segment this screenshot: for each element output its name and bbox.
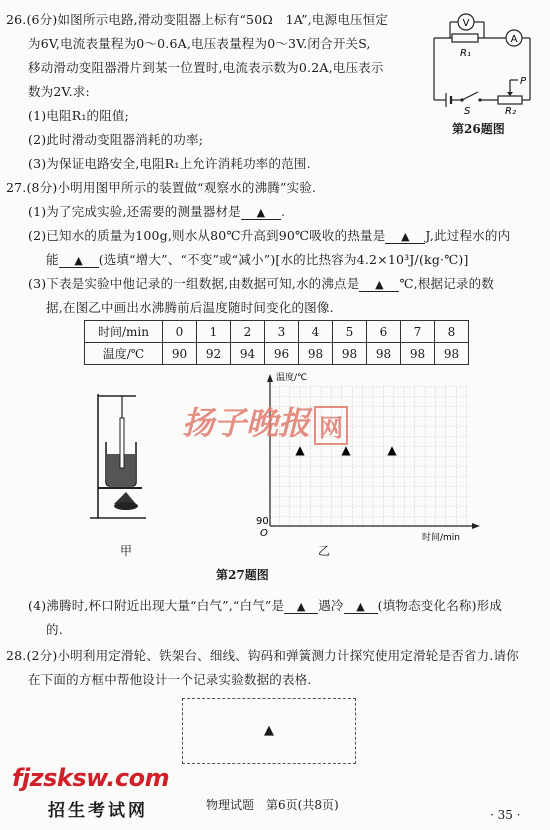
data-table (84, 320, 469, 365)
voltmeter-label: V (462, 18, 470, 29)
q26-line2: 为6V,电流表量程为0～0.6A,电压表量程为0～3V.闭合开关S, (28, 36, 371, 51)
graph-xlabel: 时间/min (422, 533, 461, 543)
fig-a-label: 甲 (120, 544, 133, 558)
answer-blank (284, 598, 318, 614)
q27-line1: 27.(8分)小明用图甲所示的装置做“观察水的沸腾”实验. (6, 180, 317, 195)
q26-sub1: (1)电阻R₁的阻值; (28, 108, 130, 123)
q27-sub3-text: (3)下表是实验中他记录的一组数据,由数据可知,水的沸点是 (28, 276, 360, 291)
table-cell: 98 (435, 343, 469, 365)
table-cell: 98 (299, 343, 333, 365)
table-cell: 7 (401, 321, 435, 343)
q27-sub2 (28, 226, 510, 244)
watermark-text: 扬子晚报 (182, 404, 311, 442)
q27-sub3b: 据,在图乙中画出水沸腾前后温度随时间变化的图像. (46, 300, 334, 315)
table-cell: 90 (163, 343, 197, 365)
table-cell: 6 (367, 321, 401, 343)
q27-sub3 (28, 274, 494, 292)
table-header-time: 时间/min (85, 321, 163, 343)
temperature-graph (248, 366, 498, 546)
q27-sub4-mid: 遇冷 (318, 598, 344, 613)
triangle-marker: ▲ (341, 443, 351, 457)
table-cell: 96 (265, 343, 299, 365)
table-cell: 8 (435, 321, 469, 343)
q26-line3: 移动滑动变阻器滑片到某一位置时,电流表示数为0.2A,电压表示 (28, 60, 384, 75)
q27-sub1-text: (1)为了完成实验,还需要的测量器材是 (28, 204, 241, 219)
q27-sub2-mid: J,此过程水的内 (425, 228, 511, 243)
q27-sub4-text: (4)沸腾时,杯口附近出现大量“白气”,“白气”是 (28, 598, 285, 613)
q27-sub4b: 的. (46, 622, 63, 637)
triangle-marker: ▲ (264, 723, 274, 738)
graph-y-start: 90 (256, 516, 269, 527)
page-footer: 物理试题 第6页(共8页) (206, 798, 339, 812)
answer-blank (344, 598, 378, 614)
table-row-temp (85, 343, 469, 365)
q27-sub4-end: (填物态变化名称)形成 (377, 598, 503, 613)
watermark-badge: 网 (314, 406, 348, 445)
q28-line1: 28.(2分)小明利用定滑轮、铁架台、细线、钩码和弹簧测力计探究使用定滑轮是否省力.请你 (6, 648, 519, 663)
table-cell: 3 (265, 321, 299, 343)
q27-sub4 (28, 596, 502, 614)
circuit-diagram (420, 8, 540, 116)
table-cell: 98 (401, 343, 435, 365)
q26-line1: 26.(6分)如图所示电路,滑动变阻器上标有“50Ω 1A”,电源电压恒定 (6, 12, 389, 27)
switch-label: S (464, 106, 471, 116)
triangle-marker: ▲ (256, 206, 266, 219)
table-cell: 1 (197, 321, 231, 343)
table-cell: 92 (197, 343, 231, 365)
q27-sub2b-end: (选填“增大”、“不变”或“减小”)[水的比热容为4.2×10³J/(kg·℃)] (98, 252, 469, 267)
table-cell: 98 (333, 343, 367, 365)
site-logo-subtitle: 招生考试网 (48, 801, 148, 821)
answer-blank (241, 204, 281, 220)
triangle-marker: ▲ (296, 600, 306, 613)
slider-label: P (520, 76, 527, 87)
triangle-marker: ▲ (295, 443, 305, 457)
graph-origin: O (260, 528, 268, 539)
q26-sub3: (3)为保证电路安全,电阻R₁上允许消耗功率的范围. (28, 156, 311, 171)
q28-line2: 在下面的方框中帮他设计一个记录实验数据的表格. (28, 672, 312, 687)
triangle-marker: ▲ (74, 254, 84, 267)
q27-figure-caption: 第27题图 (216, 568, 269, 582)
triangle-marker: ▲ (387, 443, 397, 457)
q26-figure-caption: 第26题图 (452, 122, 505, 136)
site-logo: fjzsksw.com (12, 764, 170, 792)
q26-line4: 数为2V.求: (28, 84, 90, 99)
q27-sub3-end: ℃,根据记录的数 (399, 276, 495, 291)
q26-sub2: (2)此时滑动变阻器消耗的功率; (28, 132, 204, 147)
page-number: · 35 · (490, 808, 521, 822)
r2-label: R₂ (505, 106, 516, 116)
table-header-temp: 温度/℃ (85, 343, 163, 365)
q27-sub1 (28, 202, 285, 220)
table-row-time (85, 321, 469, 343)
fig-b-label: 乙 (318, 544, 331, 558)
table-cell: 94 (231, 343, 265, 365)
triangle-marker: ▲ (375, 278, 384, 291)
q27-sub1-end: . (280, 204, 286, 219)
r1-label: R₁ (460, 48, 471, 59)
boiling-apparatus-figure (86, 388, 166, 528)
table-cell: 98 (367, 343, 401, 365)
answer-blank (385, 228, 425, 244)
answer-blank (359, 276, 399, 292)
answer-blank (59, 252, 99, 268)
triangle-marker: ▲ (401, 230, 410, 243)
table-cell: 5 (333, 321, 367, 343)
q27-sub2b (46, 250, 469, 268)
q27-sub2b-text: 能 (46, 252, 59, 267)
table-cell: 0 (163, 321, 197, 343)
table-cell: 4 (299, 321, 333, 343)
triangle-marker: ▲ (356, 600, 365, 613)
ammeter-label: A (510, 34, 518, 45)
answer-box[interactable] (182, 698, 356, 764)
watermark (182, 398, 348, 445)
table-cell: 2 (231, 321, 265, 343)
graph-ylabel: 温度/℃ (276, 373, 308, 383)
q27-sub2-text: (2)已知水的质量为100g,则水从80℃升高到90℃吸收的热量是 (28, 228, 386, 243)
